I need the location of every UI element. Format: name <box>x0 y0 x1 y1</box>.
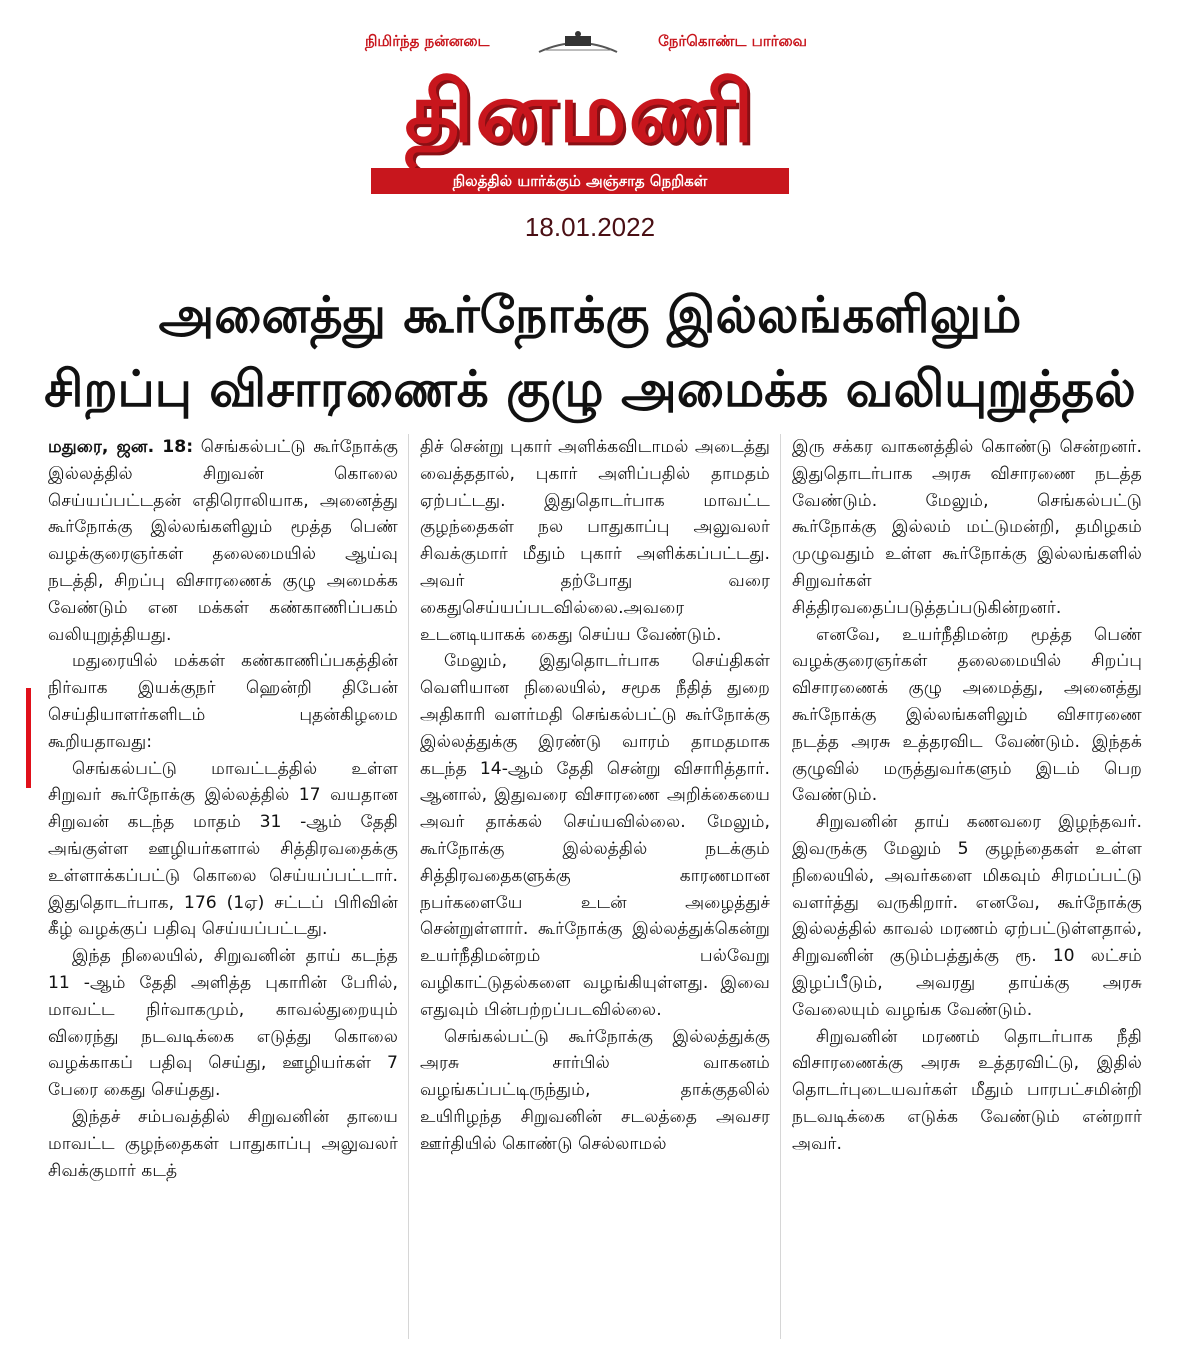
article-paragraph: எனவே, உயர்நீதிமன்ற மூத்த பெண் வழக்குரைஞர்கள் தலைமையில் சிறப்பு விசாரணைக் குழு அமைத்து, அனைத்து கூர்நோக்கு இல்லங்களிலும் விசாரணை நடத்த அரசு உத்தரவிட வேண்டும். இந்தக் குழுவில் மருத்துவர்களும் இடம் பெற வேண்டும். <box>792 624 1142 806</box>
article-paragraph: மதுரையில் மக்கள் கண்காணிப்பகத்தின் நிர்வாக இயக்குநர் ஹென்றி திபேன் செய்தியாளர்களிடம் புதன்கிழமை கூறியதாவது: <box>48 651 398 752</box>
column-divider <box>780 434 781 1339</box>
headline-line-1: அனைத்து கூர்நோக்கு இல்லங்களிலும் <box>158 286 1022 344</box>
article-paragraph: இந்த நிலையில், சிறுவனின் தாய் கடந்த 11 -ஆம் தேதி அளித்த புகாரின் பேரில், மாவட்ட நிர்வாகமும், காவல்துறையும் விரைந்து நடவடிக்கை எடுத்து கொலை வழக்காகப் பதிவு செய்து, ஊழியர்கள் 7 பேரை கைது செய்தது. <box>48 946 398 1101</box>
article-paragraph <box>48 434 398 648</box>
paragraph-text: செங்கல்பட்டு கூர்நோக்கு இல்லத்தில் சிறுவன் கொலை செய்யப்பட்டதன் எதிரொலியாக, அனைத்து கூர்நோக்கு இல்லங்களிலும் மூத்த பெண் வழக்குரைஞர்கள் தலைமையில் ஆய்வு நடத்தி, சிறப்பு விசாரணைக் குழு அமைக்க வேண்டும் என மக்கள் கண்காணிப்பகம் வலியுறுத்தியது. <box>48 437 398 645</box>
column-divider <box>408 434 409 1339</box>
article-paragraph: திச் சென்று புகார் அளிக்கவிடாமல் அடைத்து வைத்ததால், புகார் அளிப்பதில் தாமதம் ஏற்பட்டது. இதுதொடர்பாக மாவட்ட குழந்தைகள் நல பாதுகாப்பு அலுவலர் சிவக்குமார் மீதும் புகார் அளிக்கப்பட்டது. அவர் தற்போது வரை கைதுசெய்யப்படவில்லை.அவரை உடனடியாகக் கைது செய்ய வேண்டும். <box>420 437 770 645</box>
publication-date: 18.01.2022 <box>524 212 656 242</box>
article-paragraph: சிறுவனின் தாய் கணவரை இழந்தவர். இவருக்கு மேலும் 5 குழந்தைகள் உள்ள நிலையில், அவர்களை மிகவும் சிரமப்பட்டு வளர்த்து வருகிறார். எனவே, கூர்நோக்கு இல்லத்தில் காவல் மரணம் ஏற்பட்டுள்ளதால், சிறுவனின் குடும்பத்துக்கு ரூ. 10 லட்சம் இழப்பீடும், அவரது தாய்க்கு அரசு வேலையும் வழங்க வேண்டும். <box>792 812 1142 1020</box>
article-paragraph: மேலும், இதுதொடர்பாக செய்திகள் வெளியான நிலையில், சமூக நீதித் துறை அதிகாரி வளர்மதி செங்கல்பட்டு கூர்நோக்கு இல்லத்துக்கு இரண்டு வாரம் தாமதமாக கடந்த 14-ஆம் தேதி சென்று விசாரித்தார். ஆனால், இதுவரை விசாரணை அறிக்கையை அவர் தாக்கல் செய்யவில்லை. மேலும், கூர்நோக்கு இல்லத்தில் நடக்கும் சித்திரவதைகளுக்கு காரணமான நபர்களையே உடன் அழைத்துச் சென்றுள்ளார். கூர்நோக்கு இல்லத்துக்கென்று உயர்நீதிமன்றம் பல்வேறு வழிகாட்டுதல்களை வழங்கியுள்ளது. இவை எதுவும் பின்பற்றப்படவில்லை. <box>420 651 770 1020</box>
article-column-2 <box>420 434 770 1339</box>
article-paragraph: சிறுவனின் மரணம் தொடர்பாக நீதி விசாரணைக்கு அரசு உத்தரவிட்டு, இதில் தொடர்புடையவர்கள் மீதும் பாரபட்சமின்றி நடவடிக்கை எடுக்க வேண்டும் என்றார் அவர். <box>792 1026 1142 1154</box>
highlight-marker <box>26 688 31 788</box>
article-paragraph: இந்தச் சம்பவத்தில் சிறுவனின் தாயை மாவட்ட குழந்தைகள் பாதுகாப்பு அலுவலர் சிவக்குமார் கடத் <box>48 1106 398 1181</box>
masthead-motto: நிலத்தில் யார்க்கும் அஞ்சாத நெறிகள் <box>371 168 789 194</box>
newspaper-logo: தினமணி <box>404 63 756 161</box>
article-paragraph: செங்கல்பட்டு கூர்நோக்கு இல்லத்துக்கு அரசு சார்பில் வாகனம் வழங்கப்பட்டிருந்தும், தாக்குதலில் உயிரிழந்த சிறுவனின் சடலத்தை அவசர ஊர்தியில் கொண்டு செல்லாமல் <box>420 1026 770 1154</box>
masthead-tagline-left: நிமிர்ந்த நன்னடை <box>365 32 490 50</box>
masthead-tagline-right: நேர்கொண்ட பார்வை <box>658 32 807 50</box>
emblem-icon <box>535 30 621 56</box>
article-column-1 <box>48 434 398 1339</box>
article-paragraph: செங்கல்பட்டு மாவட்டத்தில் உள்ள சிறுவர் கூர்நோக்கு இல்லத்தில் 17 வயதான சிறுவன் கடந்த மாதம் 31 -ஆம் தேதி அங்குள்ள ஊழியர்களால் சித்திரவதைக்கு உள்ளாக்கப்பட்டு கொலை செய்யப்பட்டார். இதுதொடர்பாக, 176 (1ஏ) சட்டப் பிரிவின் கீழ் வழக்குப் பதிவு செய்யப்பட்டது. <box>48 758 398 940</box>
masthead <box>345 30 815 195</box>
article-column-3 <box>792 434 1142 1339</box>
article-dateline: மதுரை, ஜன. 18: <box>48 437 194 457</box>
headline-line-2: சிறப்பு விசாரணைக் குழு அமைக்க வலியுறுத்தல் <box>44 360 1136 418</box>
article-paragraph: இரு சக்கர வாகனத்தில் கொண்டு சென்றனர். இதுதொடர்பாக அரசு விசாரணை நடத்த வேண்டும். மேலும், செங்கல்பட்டு கூர்நோக்கு இல்லம் மட்டுமன்றி, தமிழகம் முழுவதும் உள்ள கூர்நோக்கு இல்லங்களில் சிறுவர்கள் சித்திரவதைப்படுத்தப்படுகின்றனர். <box>792 437 1142 618</box>
